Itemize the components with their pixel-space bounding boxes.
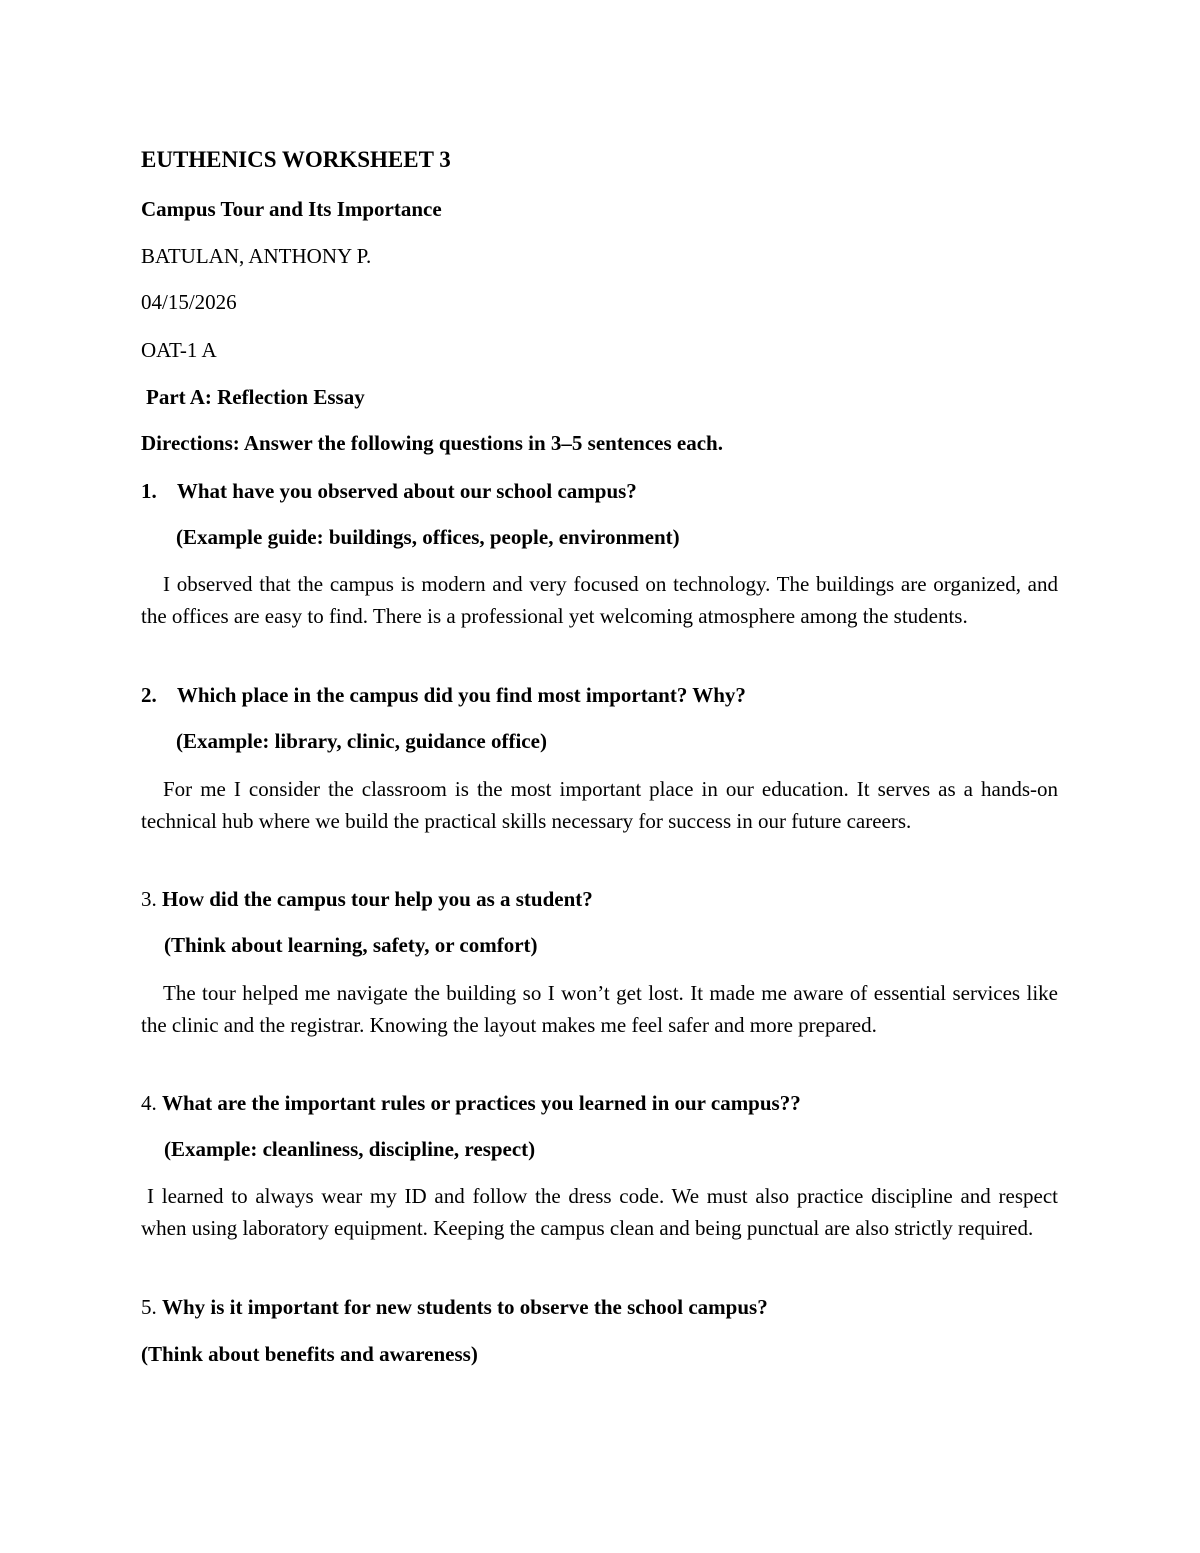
answer-3: The tour helped me navigate the building so I won’t get lost. It made me aware of essential services like the clinic and the registrar. Knowing the layout makes me feel safer and more prepared.: [141, 981, 1058, 1037]
question-2-guide: (Example: library, clinic, guidance office): [176, 729, 547, 753]
student-name: BATULAN, ANTHONY P.: [141, 244, 372, 268]
question-5: [141, 1297, 768, 1318]
question-3-guide: (Think about learning, safety, or comfort): [164, 933, 538, 957]
question-number: 4.: [141, 1091, 157, 1115]
question-4: [141, 1093, 801, 1114]
question-1: [141, 481, 637, 502]
question-text: How did the campus tour help you as a student?: [162, 887, 593, 911]
question-5-guide: (Think about benefits and awareness): [141, 1342, 478, 1366]
answer-4: I learned to always wear my ID and follow the dress code. We must also practice discipline and respect when using laboratory equipment. Keeping the campus clean and being punctual are also strictly required.: [141, 1184, 1058, 1240]
question-1-guide: (Example guide: buildings, offices, people, environment): [176, 525, 680, 549]
question-number: 5.: [141, 1295, 157, 1319]
submission-date: 04/15/2026: [141, 290, 237, 314]
question-text: What have you observed about our school campus?: [176, 479, 637, 503]
question-2: [141, 685, 746, 706]
answer-2: For me I consider the classroom is the most important place in our education. It serves as a hands-on technical hub where we build the practical skills necessary for success in our future careers.: [141, 777, 1058, 833]
question-4-guide: (Example: cleanliness, discipline, respect): [164, 1137, 536, 1161]
question-text: What are the important rules or practices you learned in our campus??: [162, 1091, 801, 1115]
question-text: Which place in the campus did you find most important? Why?: [176, 683, 746, 707]
part-heading: Part A: Reflection Essay: [146, 385, 365, 409]
answer-1: I observed that the campus is modern and very focused on technology. The buildings are organized, and the offices are easy to find. There is a professional yet welcoming atmosphere among the students.: [141, 572, 1058, 628]
question-3: [141, 889, 593, 910]
class-section: OAT-1 A: [141, 338, 217, 362]
worksheet-title: EUTHENICS WORKSHEET 3: [141, 147, 451, 172]
question-number: 2.: [141, 683, 157, 707]
question-number: 1.: [141, 479, 157, 503]
question-text: Why is it important for new students to observe the school campus?: [162, 1295, 768, 1319]
directions: Directions: Answer the following questions in 3–5 sentences each.: [141, 431, 723, 455]
question-number: 3.: [141, 887, 157, 911]
worksheet-subtitle: Campus Tour and Its Importance: [141, 197, 442, 221]
